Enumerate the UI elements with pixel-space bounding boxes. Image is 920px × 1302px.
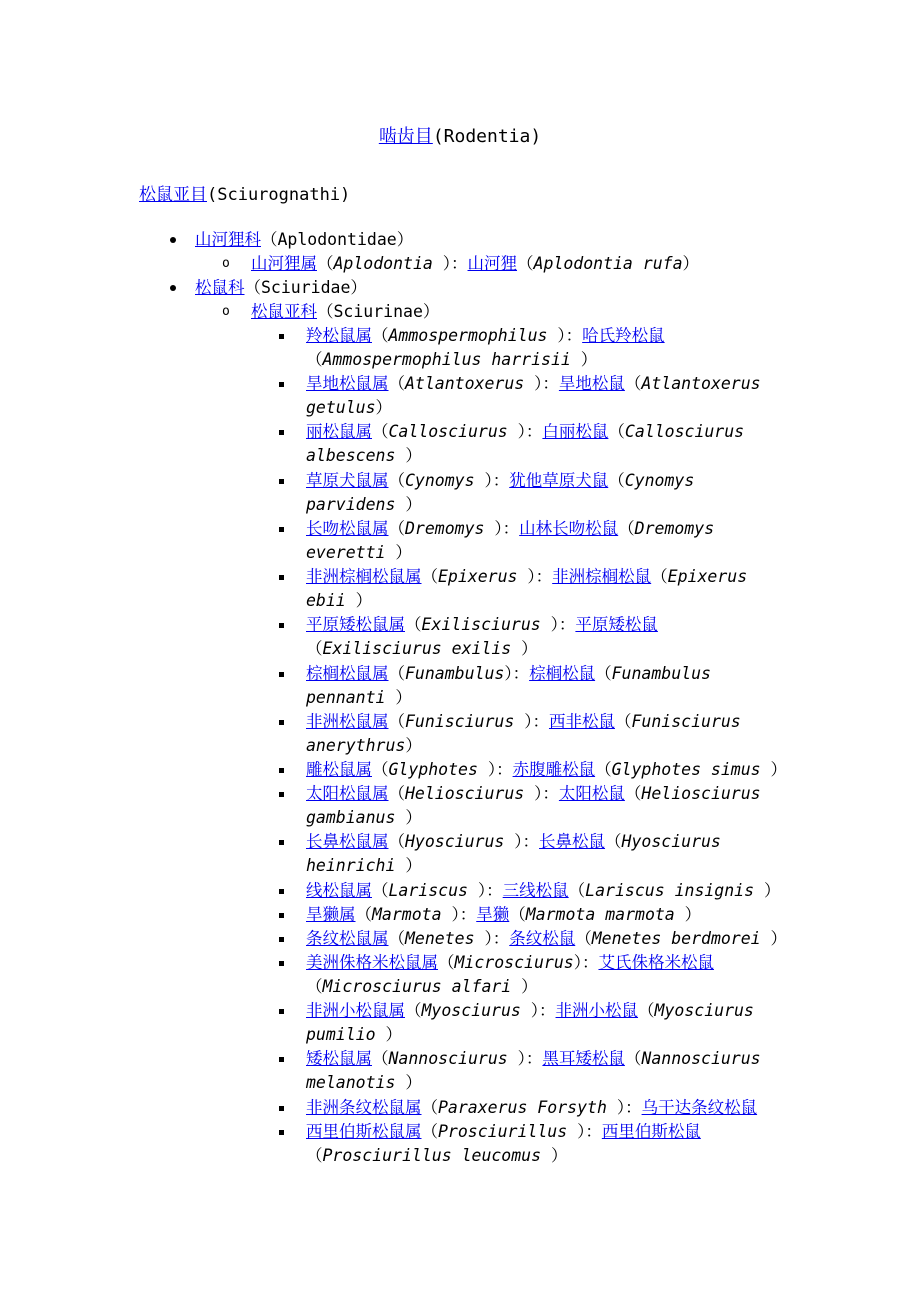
genus-item-aplodontia <box>251 252 699 276</box>
paren-open: （ <box>372 1049 389 1068</box>
species-latin: Menetes berdmorei <box>591 929 761 948</box>
paren-open: （ <box>306 1146 323 1165</box>
paren-close: ） <box>541 1146 568 1165</box>
paren-open: （ <box>638 1001 655 1020</box>
genus-latin: Epixerus <box>438 567 518 586</box>
genus-item <box>306 999 754 1023</box>
bullet-square <box>279 792 284 797</box>
paren-open: （ <box>388 784 405 803</box>
species-latin: Callosciurus <box>624 422 745 441</box>
bullet-square <box>279 913 284 918</box>
species-latin-line <box>306 806 422 830</box>
species-link[interactable]: 黑耳矮松鼠 <box>542 1049 625 1068</box>
genus-link[interactable]: 太阳松鼠属 <box>306 784 389 803</box>
genus-latin: Myosciurus <box>421 1001 521 1020</box>
genus-item <box>306 662 711 686</box>
separator: ）： <box>567 1122 602 1141</box>
paren-close: ） <box>760 929 788 948</box>
bullet-square <box>279 1106 284 1111</box>
separator: ）： <box>547 326 583 345</box>
genus-item <box>306 951 714 975</box>
species-link[interactable]: 西非松鼠 <box>548 712 615 731</box>
species-link[interactable]: 旱獭 <box>476 905 510 924</box>
species-link[interactable]: 白丽松鼠 <box>542 422 609 441</box>
species-link[interactable]: 旱地松鼠 <box>558 374 625 393</box>
species-latin: Funisciurus <box>631 712 741 731</box>
paren-open: （ <box>624 784 642 803</box>
genus-link[interactable]: 西里伯斯松鼠属 <box>306 1122 422 1141</box>
separator: ）： <box>474 929 510 948</box>
species-latin: Funambulus <box>611 664 711 683</box>
species-latin: gambianus <box>306 808 396 827</box>
bullet-square <box>279 623 284 628</box>
bullet-disc <box>170 237 176 243</box>
genus-latin: Ammospermophilus <box>388 326 548 345</box>
paren-open: （ <box>388 471 405 490</box>
paren-open: （ <box>624 374 642 393</box>
paren-open: （ <box>624 1049 642 1068</box>
paren-close: ） <box>570 350 598 369</box>
species-link[interactable]: 非洲棕榈松鼠 <box>552 567 652 586</box>
bullet-square <box>279 382 284 387</box>
paren-open: （ <box>509 905 526 924</box>
paren-open: （ <box>568 881 586 900</box>
species-link[interactable]: 棕榈松鼠 <box>529 664 596 683</box>
species-link[interactable]: 山林长吻松鼠 <box>519 519 619 538</box>
paren-open: （ <box>405 1001 422 1020</box>
separator: ）： <box>606 1098 642 1117</box>
bullet-square <box>279 430 284 435</box>
species-latin: everetti <box>306 543 386 562</box>
species-link[interactable]: 山河狸 <box>467 254 518 273</box>
species-latin: Aplodontia rufa <box>533 254 683 273</box>
paren-close: ） <box>682 254 700 273</box>
genus-item <box>306 324 665 348</box>
family-link[interactable]: 山河狸科 <box>195 230 261 249</box>
genus-latin: Dremomys <box>405 519 485 538</box>
species-latin: parvidens <box>306 495 396 514</box>
species-latin-line <box>306 734 422 758</box>
suborder-latin: (Sciurognathi) <box>207 185 351 205</box>
genus-link[interactable]: 长鼻松鼠属 <box>306 832 389 851</box>
species-link[interactable]: 平原矮松鼠 <box>575 615 658 634</box>
species-latin-line <box>306 1071 422 1095</box>
bullet-square <box>279 1009 284 1014</box>
separator: ）： <box>540 615 576 634</box>
genus-link[interactable]: 旱地松鼠属 <box>306 374 389 393</box>
species-link[interactable]: 三线松鼠 <box>502 881 569 900</box>
genus-latin: Prosciurillus <box>438 1122 568 1141</box>
separator: ）： <box>484 519 520 538</box>
species-latin: Marmota marmota <box>525 905 675 924</box>
suborder-heading <box>139 180 350 205</box>
paren-close: ） <box>760 760 788 779</box>
species-latin: pumilio <box>306 1025 376 1044</box>
paren-open: （ <box>388 832 405 851</box>
paren-close: ） <box>375 398 393 417</box>
species-latin: Nannosciurus <box>641 1049 761 1068</box>
genus-item <box>306 927 787 951</box>
genus-link[interactable]: 美洲侏格米松鼠属 <box>306 953 438 972</box>
separator: ）： <box>514 712 549 731</box>
species-latin: pennanti <box>306 688 386 707</box>
species-latin: anerythrus <box>306 736 406 755</box>
species-latin: albescens <box>306 446 396 465</box>
species-latin: Glyphotes simus <box>611 760 761 779</box>
genus-latin: Paraxerus Forsyth <box>438 1098 607 1117</box>
genus-link[interactable]: 线松鼠属 <box>306 881 372 900</box>
order-latin: (Rodentia) <box>432 126 542 147</box>
bullet-square <box>279 479 284 484</box>
species-latin: Atlantoxerus <box>641 374 761 393</box>
species-latin: Exilisciurus exilis <box>322 639 512 658</box>
genus-latin: Aplodontia <box>333 254 433 273</box>
genus-link[interactable]: 非洲棕榈松鼠属 <box>306 567 422 586</box>
species-latin: Ammospermophilus harrisii <box>322 350 571 369</box>
species-latin-line <box>306 854 422 878</box>
paren-close: ） <box>511 639 538 658</box>
separator: ）： <box>524 784 559 803</box>
paren-open: （ <box>517 254 534 273</box>
genus-latin: Nannosciurus <box>388 1049 508 1068</box>
genus-link[interactable]: 山河狸属 <box>251 254 317 273</box>
genus-latin: Menetes <box>405 929 475 948</box>
species-link[interactable]: 西里伯斯松鼠 <box>601 1122 701 1141</box>
species-latin: Lariscus insignis <box>585 881 755 900</box>
genus-link[interactable]: 非洲小松鼠属 <box>306 1001 405 1020</box>
paren-open: （ <box>618 519 635 538</box>
paren-open: （ <box>355 905 372 924</box>
family-item-aplodontidae <box>195 228 413 252</box>
separator: ）： <box>524 374 559 393</box>
paren-close: ） <box>395 856 422 875</box>
family-latin: （Sciuridae） <box>244 278 367 297</box>
species-link[interactable]: 哈氏羚松鼠 <box>582 326 665 345</box>
separator: ）： <box>504 832 540 851</box>
genus-item <box>306 613 658 637</box>
paren-close: ） <box>395 446 422 465</box>
genus-latin: Callosciurus <box>388 422 508 441</box>
bullet-square <box>279 334 284 339</box>
genus-item <box>306 879 781 903</box>
paren-open: （ <box>372 760 389 779</box>
genus-latin: Hyosciurus <box>405 832 505 851</box>
species-latin-line <box>306 493 422 517</box>
separator: ）： <box>507 1049 543 1068</box>
bullet-square <box>279 527 284 532</box>
bullet-square <box>279 720 284 725</box>
family-link[interactable]: 松鼠科 <box>195 278 245 297</box>
separator: ）： <box>477 760 513 779</box>
species-latin-line <box>306 348 597 372</box>
family-latin: （Aplodontidae） <box>261 230 414 249</box>
separator: ）： <box>432 254 468 273</box>
species-latin-line <box>306 975 538 999</box>
bullet-square <box>279 889 284 894</box>
genus-item <box>306 372 761 396</box>
paren-close: ） <box>674 905 702 924</box>
species-latin: getulus <box>306 398 376 417</box>
genus-link[interactable]: 旱獭属 <box>306 905 356 924</box>
genus-latin: Heliosciurus <box>405 784 525 803</box>
separator: ）： <box>507 422 543 441</box>
paren-open: （ <box>388 374 405 393</box>
genus-latin: Funisciurus <box>405 712 515 731</box>
genus-link[interactable]: 长吻松鼠属 <box>306 519 389 538</box>
genus-item <box>306 1096 757 1120</box>
species-latin-line <box>306 444 422 468</box>
family-item-sciuridae <box>195 276 367 300</box>
genus-item <box>306 710 741 734</box>
genus-item <box>306 758 787 782</box>
bullet-square <box>279 768 284 773</box>
order-link[interactable]: 啮齿目 <box>378 126 433 147</box>
species-latin-line <box>306 541 412 565</box>
species-latin-line <box>306 686 412 710</box>
genus-link[interactable]: 矮松鼠属 <box>306 1049 372 1068</box>
paren-open: （ <box>372 881 389 900</box>
bullet-square <box>279 1130 284 1135</box>
genus-latin: Cynomys <box>405 471 475 490</box>
genus-latin: Glyphotes <box>388 760 478 779</box>
paren-open: （ <box>388 519 405 538</box>
species-link[interactable]: 艾氏侏格米松鼠 <box>598 953 714 972</box>
paren-close: ） <box>511 977 538 996</box>
bullet-square <box>279 1057 284 1062</box>
paren-close: ） <box>385 688 412 707</box>
bullet-square <box>279 961 284 966</box>
paren-open: （ <box>438 953 455 972</box>
genus-latin: Atlantoxerus <box>405 374 525 393</box>
species-link[interactable]: 长鼻松鼠 <box>539 832 606 851</box>
species-latin: Microsciurus alfari <box>322 977 512 996</box>
species-latin-line <box>306 1023 402 1047</box>
bullet-square <box>279 840 284 845</box>
genus-link[interactable]: 棕榈松鼠属 <box>306 664 389 683</box>
paren-open: （ <box>614 712 632 731</box>
paren-open: （ <box>306 977 323 996</box>
genus-latin: Exilisciurus <box>421 615 541 634</box>
genus-link[interactable]: 非洲松鼠属 <box>306 712 389 731</box>
genus-item <box>306 782 761 806</box>
subfamily-latin: （Sciurinae） <box>317 302 440 321</box>
species-link[interactable]: 乌干达条纹松鼠 <box>641 1098 758 1117</box>
genus-item <box>306 1120 701 1144</box>
paren-close: ） <box>375 1025 402 1044</box>
suborder-link[interactable]: 松鼠亚目 <box>139 185 207 205</box>
species-latin: Myosciurus <box>654 1001 754 1020</box>
paren-open: （ <box>421 567 438 586</box>
species-latin-line <box>306 396 392 420</box>
genus-item <box>306 517 714 541</box>
species-latin: ebii <box>306 591 346 610</box>
separator: ）： <box>520 1001 556 1020</box>
genus-link[interactable]: 雕松鼠属 <box>306 760 372 779</box>
genus-item <box>306 469 694 493</box>
paren-open: （ <box>595 760 612 779</box>
genus-latin: Microsciurus <box>454 953 574 972</box>
separator: ）： <box>467 881 503 900</box>
bullet-circle: o <box>222 304 230 319</box>
page-title <box>0 122 920 148</box>
paren-open: （ <box>651 567 668 586</box>
genus-latin: Funambulus <box>405 664 505 683</box>
species-link[interactable]: 条纹松鼠 <box>509 929 576 948</box>
species-latin: heinrichi <box>306 856 396 875</box>
paren-open: （ <box>605 832 622 851</box>
paren-open: （ <box>388 712 405 731</box>
genus-item <box>306 830 721 854</box>
genus-item <box>306 1047 761 1071</box>
genus-link[interactable]: 丽松鼠属 <box>306 422 372 441</box>
paren-open: （ <box>372 422 389 441</box>
species-link[interactable]: 犹他草原犬鼠 <box>509 471 609 490</box>
species-link[interactable]: 赤腹雕松鼠 <box>512 760 596 779</box>
paren-open: （ <box>405 615 422 634</box>
species-latin: Dremomys <box>634 519 715 538</box>
paren-close: ） <box>345 591 373 610</box>
species-link[interactable]: 太阳松鼠 <box>558 784 625 803</box>
paren-open: （ <box>421 1098 438 1117</box>
separator: ）： <box>474 471 510 490</box>
genus-link[interactable]: 非洲条纹松鼠属 <box>306 1098 422 1117</box>
genus-item <box>306 420 744 444</box>
paren-open: （ <box>317 254 334 273</box>
separator: ）： <box>504 664 530 683</box>
genus-link[interactable]: 羚松鼠属 <box>306 326 372 345</box>
paren-open: （ <box>595 664 612 683</box>
species-latin: Prosciurillus leucomus <box>322 1146 542 1165</box>
separator: ）： <box>441 905 477 924</box>
species-latin-line <box>306 589 372 613</box>
species-latin-line <box>306 637 538 661</box>
bullet-square <box>279 575 284 580</box>
bullet-square <box>279 937 284 942</box>
paren-open: （ <box>421 1122 438 1141</box>
genus-link[interactable]: 条纹松鼠属 <box>306 929 389 948</box>
paren-open: （ <box>608 422 625 441</box>
genus-latin: Marmota <box>372 905 442 924</box>
species-latin: Cynomys <box>624 471 695 490</box>
subfamily-item-sciurinae <box>251 300 439 324</box>
paren-close: ） <box>395 1073 422 1092</box>
paren-open: （ <box>388 929 405 948</box>
species-latin: Hyosciurus <box>621 832 721 851</box>
genus-link[interactable]: 草原犬鼠属 <box>306 471 389 490</box>
paren-close: ） <box>395 495 422 514</box>
paren-open: （ <box>575 929 592 948</box>
paren-open: （ <box>306 639 323 658</box>
species-latin: Heliosciurus <box>641 784 761 803</box>
genus-link[interactable]: 平原矮松鼠属 <box>306 615 405 634</box>
genus-latin: Lariscus <box>388 881 468 900</box>
paren-close: ） <box>405 736 422 755</box>
species-link[interactable]: 非洲小松鼠 <box>555 1001 639 1020</box>
paren-close: ） <box>395 808 422 827</box>
bullet-disc <box>170 285 176 291</box>
genus-item <box>306 565 747 589</box>
species-latin: melanotis <box>306 1073 396 1092</box>
bullet-circle: o <box>222 256 230 271</box>
paren-open: （ <box>388 664 405 683</box>
separator: ）： <box>517 567 553 586</box>
bullet-square <box>279 672 284 677</box>
paren-open: （ <box>608 471 625 490</box>
paren-open: （ <box>306 350 323 369</box>
species-latin: Epixerus <box>667 567 748 586</box>
paren-close: ） <box>754 881 781 900</box>
paren-open: （ <box>372 326 389 345</box>
subfamily-link[interactable]: 松鼠亚科 <box>251 302 317 321</box>
paren-close: ） <box>385 543 412 562</box>
genus-item <box>306 903 701 927</box>
species-latin-line <box>306 1144 567 1168</box>
separator: ）： <box>573 953 599 972</box>
